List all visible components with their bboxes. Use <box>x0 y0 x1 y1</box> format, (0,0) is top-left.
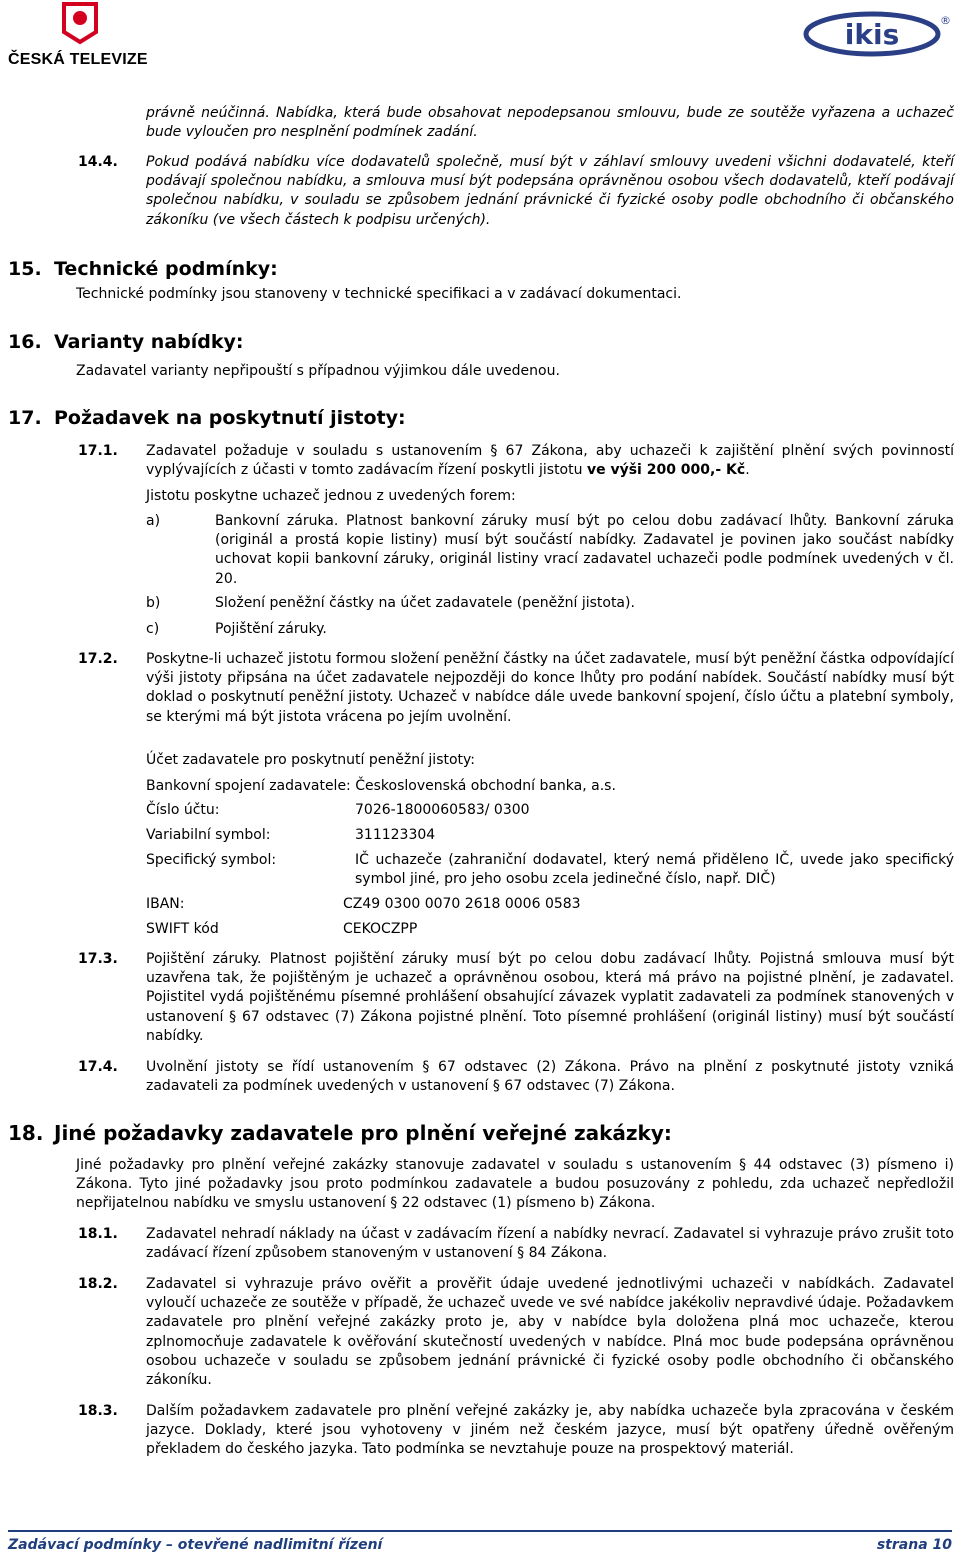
clause-18-2-text: Zadavatel si vyhrazuje právo ověřit a prověřit údaje uvedené jednotlivými uchazeči v nabídkách. Zadavatel vyloučí uchazeče ze soutěže v případě, že uchazeč uvede ve své nabídce jakékoliv nepravdivé údaje. Požadavkem zadavatele pro plnění veřejné zakázky proto je, aby v nabídce byla doložena plná moc uchazeče, kterou zplnomocňuje zadavatele k ověřování skutečností uvedených v nabídce. Plná moc bude podepsána oprávněnou osobou uchazeče v souladu se způsobem jednání právnické či fyzické osoby podle obchodního či občanského zákoníku. <box>146 1276 954 1389</box>
section-15-heading <box>8 257 278 281</box>
section-18-intro: Jiné požadavky pro plnění veřejné zakázky stanovuje zadavatel v souladu s ustanovením § 44 odstavec (3) písmeno i) Zákona. Tyto jiné požadavky jsou proto podmínkou zadavatele a budou posuzovány z pohledu, zda uchazeč nepředložil nepřijatelnou nabídku ve smyslu ustanovení § 22 odstavec (1) písmeno b) Zákona. <box>76 1157 954 1212</box>
form-a-label: a) <box>146 513 161 529</box>
clause-number-17-3: 17.3. <box>78 951 118 967</box>
section-15-text: Technické podmínky jsou stanoveny v technické specifikaci a v zadávací dokumentaci. <box>76 286 682 302</box>
clause-17-1-text-main: Zadavatel požaduje v souladu s ustanovením § 67 Zákona, aby uchazeči k zajištění plnění svých povinností vyplývajících z účasti v tomto zadávacím řízení poskytli jistotu <box>146 443 954 479</box>
guarantee-amount: ve výši 200 000,- Kč <box>586 462 746 479</box>
clause-18-3-text: Dalším požadavkem zadavatele pro plnění veřejné zakázky je, aby nabídka uchazeče byla zpracována v českém jazyce. Doklady, které jsou vyhotoveny v jiném než českém jazyce, musí být opatřeny úředně ověřeným překladem do českého jazyka. Tato podmínka se nevztahuje pouze na prospektový materiál. <box>146 1403 954 1458</box>
footer-document-title: Zadávací podmínky – otevřené nadlimitní řízení <box>8 1537 383 1553</box>
account-title: Účet zadavatele pro poskytnutí peněžní jistoty: <box>146 752 476 768</box>
iban-value: CZ49 0300 0070 2618 0006 0583 <box>343 896 581 912</box>
section-15-title: Technické podmínky: <box>54 258 278 280</box>
section-18-number: 18. <box>8 1121 44 1145</box>
account-number-value: 7026-1800060583/ 0300 <box>355 802 530 818</box>
swift-label: SWIFT kód <box>146 921 219 937</box>
section-16-text: Zadavatel varianty nepřipouští s případnou výjimkou dále uvedenou. <box>76 363 560 379</box>
form-b-label: b) <box>146 595 161 611</box>
ct-logo-text: ČESKÁ TELEVIZE <box>8 51 148 68</box>
clause-number-18-3: 18.3. <box>78 1403 118 1419</box>
section-15-number: 15. <box>8 258 42 280</box>
swift-value: CEKOCZPP <box>343 921 418 937</box>
clause-17-3-text: Pojištění záruky. Platnost pojištění záruky musí být po celou dobu zadávací lhůty. Pojistná smlouva musí být uzavřena tak, že pojištěným je uchazeč a oprávněnou osobou, která má právo na pojistné plnění, je zadavatel. Pojistitel vydá pojištěnému písemné prohlášení obsahující závazek vyplatit zadavateli za podmínek stanovených v ustanovení § 67 odstavec (7) Zákona pojistné plnění. Toto písemné prohlášení (originál listiny) musí být součástí nabídky. <box>146 951 954 1044</box>
section-16-title: Varianty nabídky: <box>54 331 244 353</box>
clause-number-14-4: 14.4. <box>78 154 118 170</box>
section-16-heading <box>8 330 243 354</box>
footer-page-number: strana 10 <box>876 1537 952 1553</box>
forms-intro: Jistotu poskytne uchazeč jednou z uvedených forem: <box>146 488 516 504</box>
specific-symbol-value: IČ uchazeče (zahraniční dodavatel, který nemá přiděleno IČ, uvede jako specifický symbol jiné, pro jeho osobu zcela jedinečné číslo, např. DIČ) <box>355 852 954 888</box>
variable-symbol-value: 311123304 <box>355 827 436 843</box>
ikis-logo-mark <box>800 8 952 64</box>
section-17-title: Požadavek na poskytnutí jistoty: <box>54 407 406 429</box>
form-a-text: Bankovní záruka. Platnost bankovní záruky musí být po celou dobu zadávací lhůty. Bankovní záruka (originál a prostá kopie listiny) musí být součástí nabídky. Zadavatel je povinen jako součást nabídky uchovat kopii bankovní záruky, originál listiny vrací zadavatel uchazeči podle podmínek uvedených v čl. 20. <box>215 513 954 587</box>
footer-rule <box>8 1530 952 1532</box>
section-17-number: 17. <box>8 407 42 429</box>
iban-label: IBAN: <box>146 896 185 912</box>
paragraph-continuation: právně neúčinná. Nabídka, která bude obsahovat nepodepsanou smlouvu, bude ze soutěže vyřazena a uchazeč bude vyloučen pro nesplnění podmínek zadání. <box>146 105 954 141</box>
specific-symbol-label: Specifický symbol: <box>146 852 277 868</box>
page-footer <box>8 1530 952 1553</box>
clause-number-17-2: 17.2. <box>78 651 118 667</box>
form-b-text: Složení peněžní částky na účet zadavatele (peněžní jistota). <box>215 595 635 611</box>
clause-18-1-text: Zadavatel nehradí náklady na účast v zadávacím řízení a nabídky nevrací. Zadavatel si vyhrazuje právo zrušit toto zadávací řízení způsobem stanoveným v ustanovení § 84 Zákona. <box>146 1226 954 1262</box>
ct-tv-icon <box>60 0 100 46</box>
section-17-heading <box>8 406 406 430</box>
ikis-logo <box>800 8 952 70</box>
clause-number-17-1: 17.1. <box>78 443 118 459</box>
clause-17-1-text <box>146 442 954 480</box>
account-number-label: Číslo účtu: <box>146 802 220 818</box>
variable-symbol-label: Variabilní symbol: <box>146 827 271 843</box>
clause-14-4-text: Pokud podává nabídku více dodavatelů společně, musí být v záhlaví smlouvy uvedeni všichni dodavatelé, kteří podávají společnou nabídku, a smlouva musí být podepsána oprávněnou osobou všech dodavatelů, kteří podávají společnou nabídku, v souladu se způsobem jednání právnické či fyzické osoby podle obchodního či občanského zákoníku (ve všech částech k podpisu určených). <box>146 154 954 228</box>
clause-number-18-1: 18.1. <box>78 1226 118 1242</box>
clause-17-4-text: Uvolnění jistoty se řídí ustanovením § 67 odstavec (2) Zákona. Právo na plnění z poskytnuté jistoty vzniká zadavateli za podmínek uvedených v ustanovení § 67 odstavec (7) Zákona. <box>146 1059 954 1095</box>
section-18-title: Jiné požadavky zadavatele pro plnění veřejné zakázky: <box>54 1121 672 1145</box>
form-c-label: c) <box>146 621 160 637</box>
ikis-logo-text: ikis <box>844 18 900 51</box>
clause-17-1-text-end: . <box>745 462 750 479</box>
clause-number-18-2: 18.2. <box>78 1276 118 1292</box>
ikis-registered-mark: ® <box>940 14 951 27</box>
ceska-televize-logo <box>8 0 178 70</box>
page-header <box>0 0 960 72</box>
bank-connection: Bankovní spojení zadavatele: Československá obchodní banka, a.s. <box>146 778 616 794</box>
form-c-text: Pojištění záruky. <box>215 621 327 637</box>
clause-17-2-text: Poskytne-li uchazeč jistotu formou složení peněžní částky na účet zadavatele, musí být peněžní částka odpovídající výši jistoty připsána na účet zadavatele nejpozději do konce lhůty pro podání nabídek. Součástí nabídky musí být doklad o poskytnutí peněžní jistoty. Uchazeč v nabídce dále uvede bankovní spojení, číslo účtu a platební symboly, se kterými má být jistota vrácena po jejím uvolnění. <box>146 651 954 725</box>
section-16-number: 16. <box>8 331 42 353</box>
clause-number-17-4: 17.4. <box>78 1059 118 1075</box>
section-18-heading <box>8 1121 672 1145</box>
